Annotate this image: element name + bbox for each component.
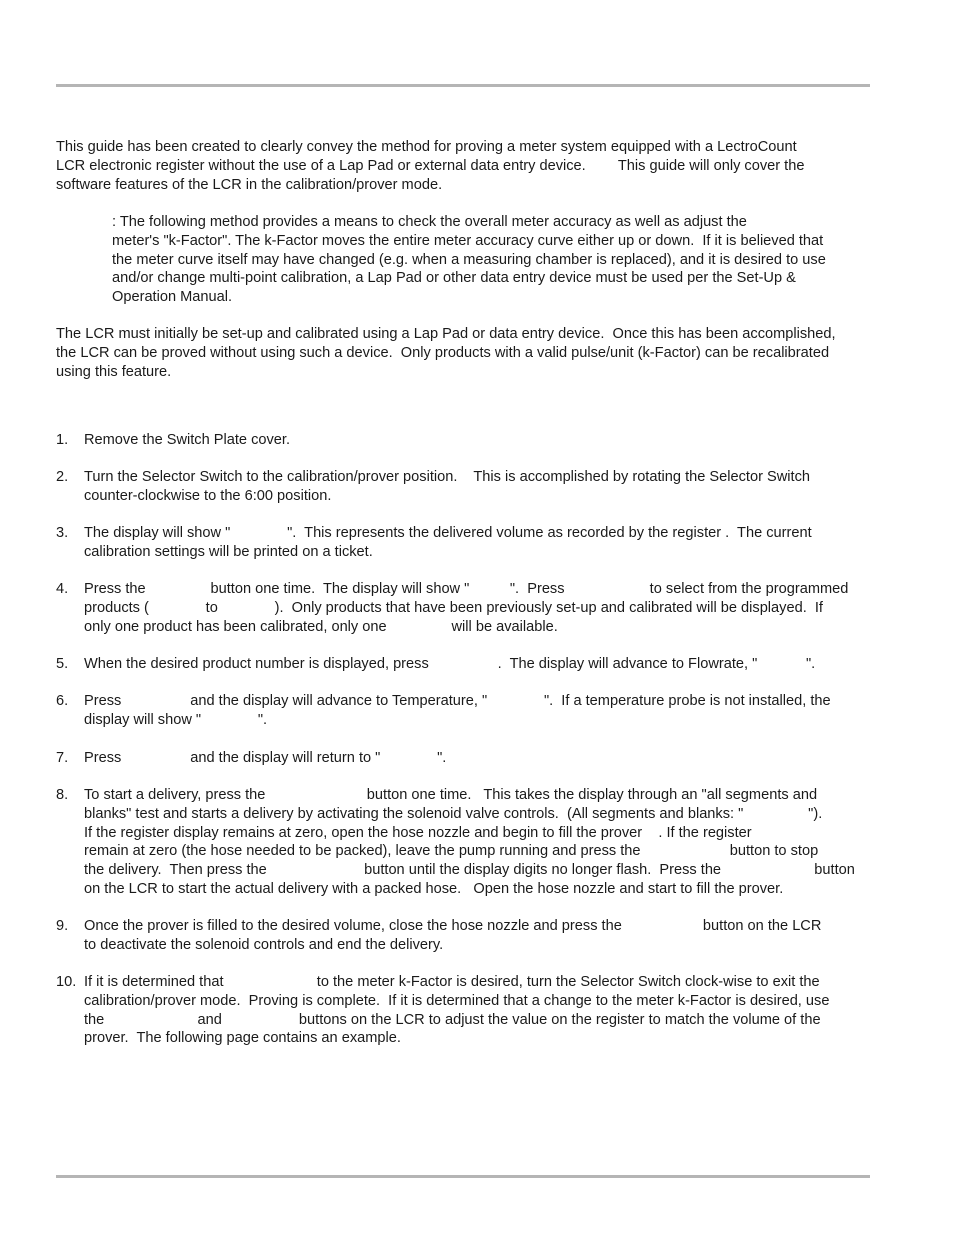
- step-text-line: Press and the display will advance to Temperature, " ". If a temperature probe is not installed, the: [84, 693, 831, 709]
- step-text-line: counter-clockwise to the 6:00 position.: [84, 487, 332, 504]
- step-text-line: Remove the Switch Plate cover.: [84, 432, 291, 448]
- step-text-line: Press the button one time. The display will show " ". Press to select from the programmed: [84, 581, 849, 597]
- step-text-line: Turn the Selector Switch to the calibration/prover position. This is accomplished by rotating the Selector Switch: [84, 469, 810, 485]
- note-line: meter's "k-Factor". The k-Factor moves the entire meter accuracy curve either up or down. If it is believed that: [112, 232, 824, 249]
- step-text-line: If the register display remains at zero, open the hose nozzle and begin to fill the prover . If the register: [84, 824, 752, 841]
- footer-divider: [56, 1175, 870, 1178]
- note-line: and/or change multi-point calibration, a Lap Pad or other data entry device must be used per the Set-Up &: [112, 270, 796, 287]
- step-text-line: Once the prover is filled to the desired volume, close the hose nozzle and press the button on the LCR: [84, 918, 822, 934]
- step-number: 6.: [56, 693, 69, 709]
- step-text-line: Press and the display will return to " ".: [84, 750, 447, 766]
- step-text-line: blanks" test and starts a delivery by activating the solenoid valve controls. (All segments and blanks: " ").: [84, 805, 823, 822]
- step-text-line: The display will show " ". This represents the delivered volume as recorded by the register . The current: [84, 525, 812, 541]
- note-line: : The following method provides a means to check the overall meter accuracy as well as adjust the: [112, 214, 747, 230]
- setup-line: the LCR can be proved without using such a device. Only products with a valid pulse/unit (k-Factor) can be recalibrated: [56, 344, 830, 361]
- step-text: [84, 580, 896, 636]
- step-number: 4.: [56, 581, 69, 597]
- step-text: [84, 431, 896, 450]
- step-text-line: prover. The following page contains an example.: [84, 1030, 401, 1047]
- step-text-line: calibration/prover mode. Proving is complete. If it is determined that a change to the meter k-Factor is desired, use: [84, 992, 830, 1009]
- setup-line: using this feature.: [56, 363, 172, 380]
- intro-line: software features of the LCR in the calibration/prover mode.: [56, 176, 443, 193]
- step-text-line: on the LCR to start the actual delivery with a packed hose. Open the hose nozzle and start to fill the prover.: [84, 880, 784, 897]
- step-text: [84, 973, 896, 1048]
- step-text: [84, 468, 896, 506]
- step-number: 7.: [56, 750, 69, 766]
- intro-paragraph: [56, 138, 896, 194]
- step-text: [84, 749, 896, 768]
- step-text-line: to deactivate the solenoid controls and end the delivery.: [84, 936, 444, 953]
- step-text: [84, 692, 896, 730]
- step-text-line: When the desired product number is displayed, press . The display will advance to Flowrate, " ".: [84, 656, 816, 672]
- header-divider: [56, 84, 870, 87]
- setup-line: The LCR must initially be set-up and calibrated using a Lap Pad or data entry device. Once this has been accomplished,: [56, 326, 836, 342]
- step-text-line: calibration settings will be printed on a ticket.: [84, 543, 373, 560]
- note-paragraph: [112, 213, 902, 307]
- step-text: [84, 655, 896, 674]
- step-text-line: To start a delivery, press the button one time. This takes the display through an "all segments and: [84, 787, 818, 803]
- step-text-line: display will show " ".: [84, 711, 268, 728]
- note-line: the meter curve itself may have changed (e.g. when a measuring chamber is replaced), and it is desired to use: [112, 251, 826, 268]
- step-number: 1.: [56, 432, 69, 448]
- step-text-line: only one product has been calibrated, only one will be available.: [84, 618, 558, 635]
- step-text-line: If it is determined that to the meter k-Factor is desired, turn the Selector Switch clock-wise to exit the: [84, 974, 820, 990]
- step-text: [84, 786, 896, 899]
- step-text: [84, 524, 896, 562]
- step-number: 10.: [56, 974, 77, 990]
- step-text: [84, 917, 896, 955]
- step-number: 9.: [56, 918, 69, 934]
- step-number: 2.: [56, 469, 69, 485]
- note-line: Operation Manual.: [112, 289, 233, 306]
- setup-paragraph: [56, 325, 896, 381]
- step-number: 3.: [56, 525, 69, 541]
- step-text-line: the delivery. Then press the button until the display digits no longer flash. Press the button: [84, 862, 855, 879]
- intro-line: This guide has been created to clearly convey the method for proving a meter system equipped with a LectroCount: [56, 139, 797, 155]
- step-number: 8.: [56, 787, 69, 803]
- step-text-line: the and buttons on the LCR to adjust the value on the register to match the volume of the: [84, 1011, 821, 1028]
- step-text-line: products ( to ). Only products that have been previously set-up and calibrated will be displayed. If: [84, 599, 823, 616]
- step-text-line: remain at zero (the hose needed to be packed), leave the pump running and press the button to stop: [84, 843, 819, 860]
- step-number: 5.: [56, 656, 69, 672]
- intro-line: LCR electronic register without the use of a Lap Pad or external data entry device. This guide will only cover the: [56, 157, 805, 174]
